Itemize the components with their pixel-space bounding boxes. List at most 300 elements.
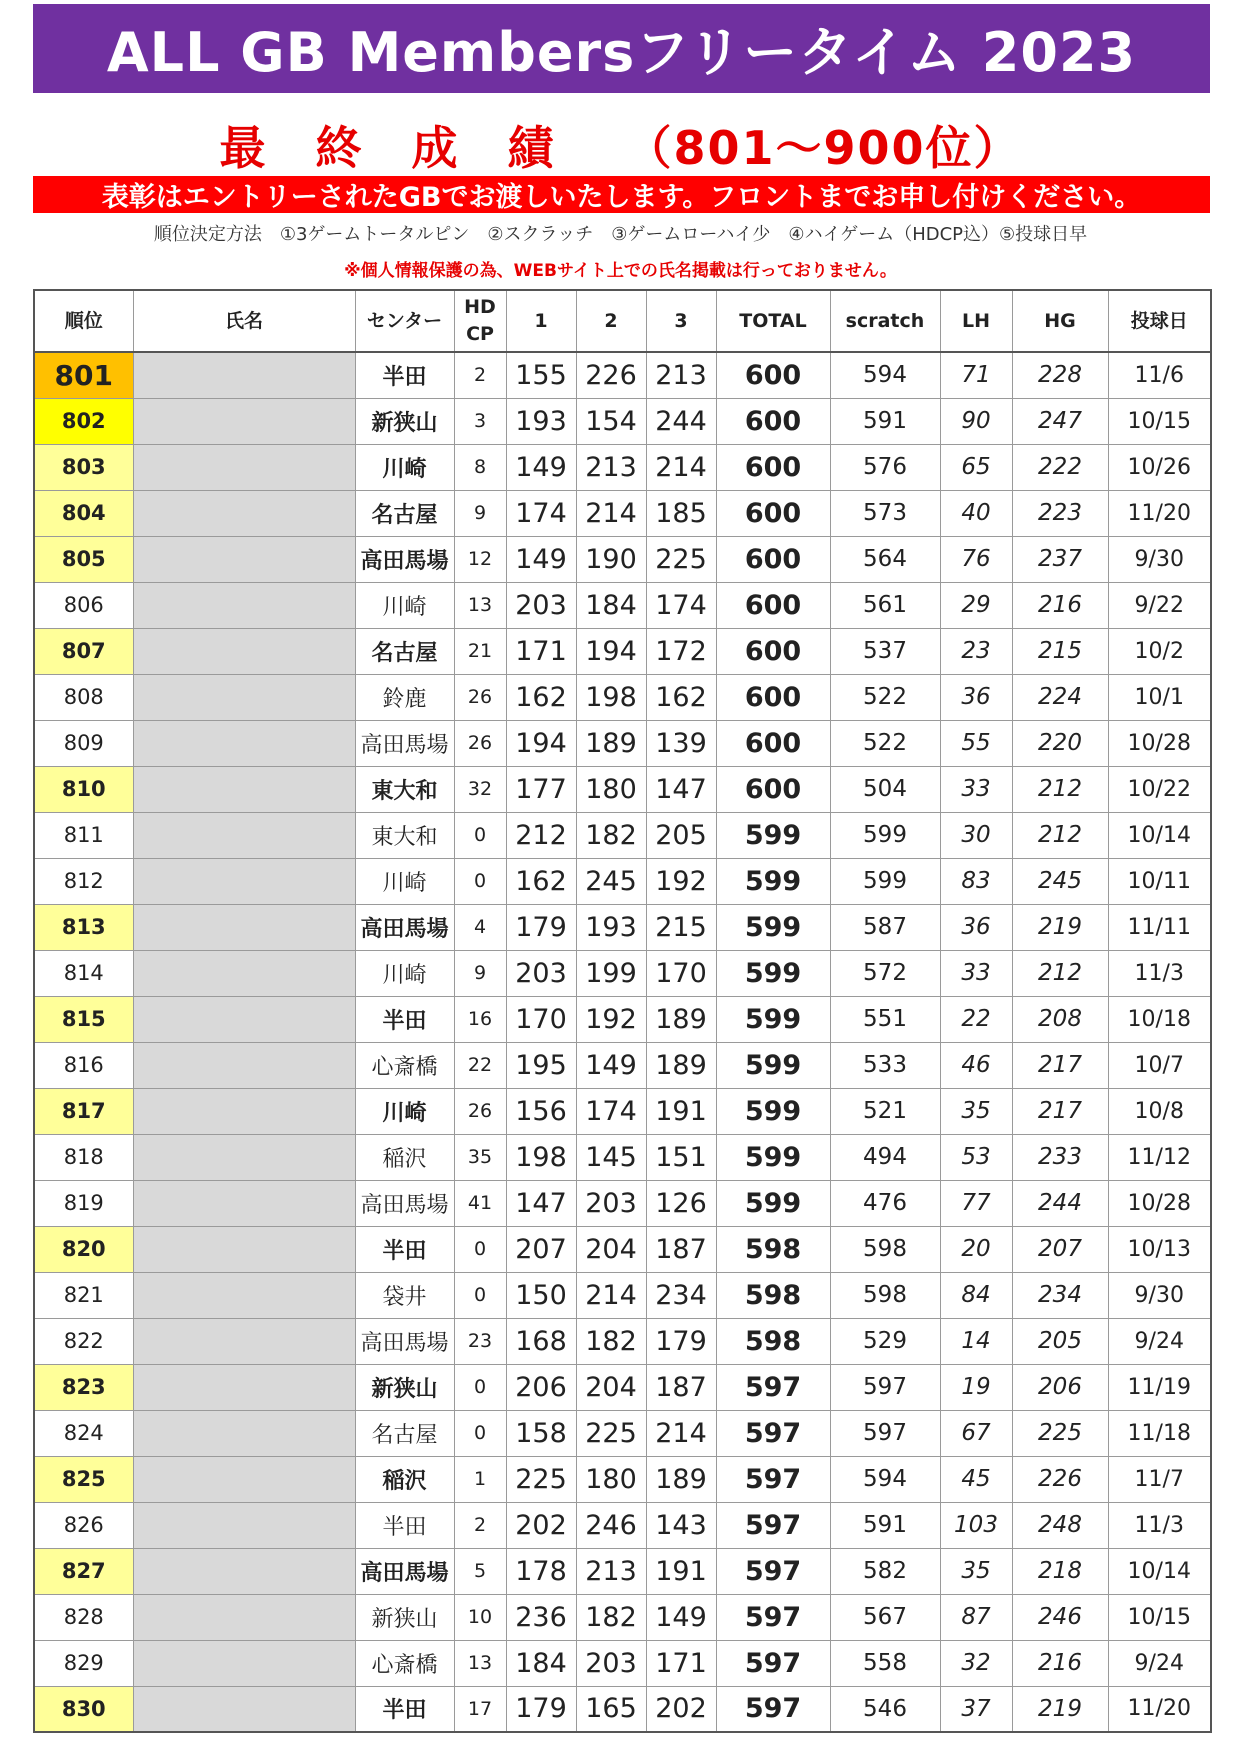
date-cell: 10/28	[1108, 1180, 1211, 1226]
table-row	[34, 1640, 1211, 1686]
name-cell	[133, 398, 355, 444]
game2-cell: 193	[576, 904, 646, 950]
game3-cell: 214	[646, 1410, 716, 1456]
total-cell: 598	[716, 1318, 830, 1364]
game3-cell: 147	[646, 766, 716, 812]
date-cell: 11/11	[1108, 904, 1211, 950]
total-cell: 600	[716, 628, 830, 674]
hg-cell: 228	[1012, 352, 1108, 398]
lh-cell: 37	[940, 1686, 1012, 1732]
rank-cell: 808	[34, 674, 133, 720]
center-cell: 高田馬場	[355, 1318, 454, 1364]
results-table	[33, 289, 1212, 1733]
scratch-cell: 567	[830, 1594, 940, 1640]
table-header-row	[34, 290, 1211, 352]
game3-cell: 205	[646, 812, 716, 858]
scratch-cell: 594	[830, 1456, 940, 1502]
date-cell: 11/3	[1108, 1502, 1211, 1548]
date-cell: 10/15	[1108, 398, 1211, 444]
game3-cell: 213	[646, 352, 716, 398]
rank-cell: 807	[34, 628, 133, 674]
scratch-cell: 591	[830, 398, 940, 444]
game2-cell: 182	[576, 1594, 646, 1640]
hg-cell: 246	[1012, 1594, 1108, 1640]
center-cell: 半田	[355, 1502, 454, 1548]
table-row	[34, 720, 1211, 766]
lh-cell: 40	[940, 490, 1012, 536]
game3-cell: 202	[646, 1686, 716, 1732]
center-cell: 名古屋	[355, 490, 454, 536]
center-cell: 稲沢	[355, 1134, 454, 1180]
hg-cell: 220	[1012, 720, 1108, 766]
hdcp-cell: 0	[454, 1410, 506, 1456]
hdcp-cell: 3	[454, 398, 506, 444]
scratch-cell: 476	[830, 1180, 940, 1226]
table-row	[34, 1502, 1211, 1548]
scratch-cell: 591	[830, 1502, 940, 1548]
rank-cell: 803	[34, 444, 133, 490]
lh-cell: 90	[940, 398, 1012, 444]
rank-cell: 819	[34, 1180, 133, 1226]
center-cell: 新狭山	[355, 1594, 454, 1640]
scratch-cell: 521	[830, 1088, 940, 1134]
game1-cell: 168	[506, 1318, 576, 1364]
subtitle	[0, 112, 1241, 178]
lh-cell: 45	[940, 1456, 1012, 1502]
game3-cell: 151	[646, 1134, 716, 1180]
scratch-cell: 564	[830, 536, 940, 582]
table-row	[34, 628, 1211, 674]
name-cell	[133, 1088, 355, 1134]
name-cell	[133, 1272, 355, 1318]
game1-cell: 212	[506, 812, 576, 858]
lh-cell: 35	[940, 1548, 1012, 1594]
name-cell	[133, 1134, 355, 1180]
game3-cell: 185	[646, 490, 716, 536]
col-header-game2: 2	[576, 290, 646, 352]
center-cell: 川崎	[355, 858, 454, 904]
center-cell: 高田馬場	[355, 1180, 454, 1226]
table-row	[34, 1226, 1211, 1272]
date-cell: 11/18	[1108, 1410, 1211, 1456]
name-cell	[133, 1180, 355, 1226]
name-cell	[133, 1594, 355, 1640]
rank-cell: 822	[34, 1318, 133, 1364]
hg-cell: 218	[1012, 1548, 1108, 1594]
table-row	[34, 1272, 1211, 1318]
name-cell	[133, 1318, 355, 1364]
hdcp-cell: 9	[454, 490, 506, 536]
center-cell: 稲沢	[355, 1456, 454, 1502]
game1-cell: 194	[506, 720, 576, 766]
col-header-hdcp	[454, 290, 506, 352]
game1-cell: 225	[506, 1456, 576, 1502]
game2-cell: 189	[576, 720, 646, 766]
col-header-total: TOTAL	[716, 290, 830, 352]
scratch-cell: 599	[830, 858, 940, 904]
rank-cell: 824	[34, 1410, 133, 1456]
center-cell: 東大和	[355, 812, 454, 858]
game2-cell: 203	[576, 1640, 646, 1686]
col-header-scratch: scratch	[830, 290, 940, 352]
name-cell	[133, 1364, 355, 1410]
date-cell: 10/11	[1108, 858, 1211, 904]
rank-cell: 809	[34, 720, 133, 766]
game2-cell: 182	[576, 1318, 646, 1364]
table-row	[34, 674, 1211, 720]
game1-cell: 149	[506, 444, 576, 490]
total-cell: 598	[716, 1226, 830, 1272]
subtitle-final-results: 最 終 成 績	[219, 121, 556, 175]
game3-cell: 244	[646, 398, 716, 444]
table-row	[34, 1180, 1211, 1226]
rank-cell: 827	[34, 1548, 133, 1594]
name-cell	[133, 766, 355, 812]
table-row	[34, 996, 1211, 1042]
scratch-cell: 573	[830, 490, 940, 536]
game3-cell: 139	[646, 720, 716, 766]
center-cell: 半田	[355, 352, 454, 398]
name-cell	[133, 996, 355, 1042]
date-cell: 9/24	[1108, 1640, 1211, 1686]
table-row	[34, 904, 1211, 950]
game1-cell: 149	[506, 536, 576, 582]
col-header-game3: 3	[646, 290, 716, 352]
rank-cell: 817	[34, 1088, 133, 1134]
lh-cell: 19	[940, 1364, 1012, 1410]
center-cell: 袋井	[355, 1272, 454, 1318]
rank-cell: 805	[34, 536, 133, 582]
lh-cell: 32	[940, 1640, 1012, 1686]
table-row	[34, 858, 1211, 904]
table-row	[34, 352, 1211, 398]
total-cell: 600	[716, 766, 830, 812]
total-cell: 599	[716, 858, 830, 904]
game2-cell: 154	[576, 398, 646, 444]
game3-cell: 189	[646, 1456, 716, 1502]
center-cell: 名古屋	[355, 1410, 454, 1456]
rank-cell: 813	[34, 904, 133, 950]
game2-cell: 204	[576, 1226, 646, 1272]
lh-cell: 67	[940, 1410, 1012, 1456]
hg-cell: 226	[1012, 1456, 1108, 1502]
hdcp-cell: 1	[454, 1456, 506, 1502]
total-cell: 597	[716, 1456, 830, 1502]
game1-cell: 162	[506, 858, 576, 904]
table-row	[34, 444, 1211, 490]
lh-cell: 77	[940, 1180, 1012, 1226]
game2-cell: 203	[576, 1180, 646, 1226]
game1-cell: 171	[506, 628, 576, 674]
hg-cell: 216	[1012, 582, 1108, 628]
game2-cell: 198	[576, 674, 646, 720]
game3-cell: 187	[646, 1364, 716, 1410]
name-cell	[133, 950, 355, 996]
col-header-hg: HG	[1012, 290, 1108, 352]
scratch-cell: 587	[830, 904, 940, 950]
hg-cell: 212	[1012, 766, 1108, 812]
table-row	[34, 1594, 1211, 1640]
scratch-cell: 551	[830, 996, 940, 1042]
total-cell: 600	[716, 490, 830, 536]
game1-cell: 195	[506, 1042, 576, 1088]
game2-cell: 192	[576, 996, 646, 1042]
hg-cell: 247	[1012, 398, 1108, 444]
game2-cell: 245	[576, 858, 646, 904]
rank-cell: 806	[34, 582, 133, 628]
game2-cell: 180	[576, 766, 646, 812]
date-cell: 11/6	[1108, 352, 1211, 398]
table-row	[34, 398, 1211, 444]
hg-cell: 216	[1012, 1640, 1108, 1686]
center-cell: 高田馬場	[355, 720, 454, 766]
game1-cell: 156	[506, 1088, 576, 1134]
date-cell: 10/13	[1108, 1226, 1211, 1272]
center-cell: 高田馬場	[355, 904, 454, 950]
table-row	[34, 490, 1211, 536]
rank-cell: 802	[34, 398, 133, 444]
name-cell	[133, 1686, 355, 1732]
lh-cell: 65	[940, 444, 1012, 490]
name-cell	[133, 1410, 355, 1456]
lh-cell: 30	[940, 812, 1012, 858]
date-cell: 10/7	[1108, 1042, 1211, 1088]
col-header-rank: 順位	[34, 290, 133, 352]
scratch-cell: 522	[830, 720, 940, 766]
total-cell: 597	[716, 1502, 830, 1548]
name-cell	[133, 812, 355, 858]
game2-cell: 214	[576, 490, 646, 536]
game1-cell: 174	[506, 490, 576, 536]
scratch-cell: 599	[830, 812, 940, 858]
scratch-cell: 598	[830, 1272, 940, 1318]
game2-cell: 180	[576, 1456, 646, 1502]
scratch-cell: 597	[830, 1364, 940, 1410]
hg-cell: 233	[1012, 1134, 1108, 1180]
rank-cell: 811	[34, 812, 133, 858]
date-cell: 10/1	[1108, 674, 1211, 720]
table-row	[34, 812, 1211, 858]
results-body	[34, 352, 1211, 1732]
game2-cell: 213	[576, 444, 646, 490]
game3-cell: 162	[646, 674, 716, 720]
col-header-date: 投球日	[1108, 290, 1211, 352]
hg-cell: 224	[1012, 674, 1108, 720]
scratch-cell: 576	[830, 444, 940, 490]
lh-cell: 29	[940, 582, 1012, 628]
game1-cell: 178	[506, 1548, 576, 1594]
scratch-cell: 529	[830, 1318, 940, 1364]
lh-cell: 55	[940, 720, 1012, 766]
lh-cell: 76	[940, 536, 1012, 582]
center-cell: 半田	[355, 1226, 454, 1272]
game1-cell: 206	[506, 1364, 576, 1410]
hdcp-cell: 17	[454, 1686, 506, 1732]
date-cell: 10/14	[1108, 1548, 1211, 1594]
game1-cell: 202	[506, 1502, 576, 1548]
game2-cell: 225	[576, 1410, 646, 1456]
table-row	[34, 1410, 1211, 1456]
hdcp-cell: 0	[454, 1226, 506, 1272]
game3-cell: 126	[646, 1180, 716, 1226]
hdcp-cell: 35	[454, 1134, 506, 1180]
lh-cell: 14	[940, 1318, 1012, 1364]
total-cell: 599	[716, 1180, 830, 1226]
hdcp-cell: 10	[454, 1594, 506, 1640]
total-cell: 599	[716, 950, 830, 996]
game3-cell: 149	[646, 1594, 716, 1640]
name-cell	[133, 904, 355, 950]
game2-cell: 174	[576, 1088, 646, 1134]
date-cell: 11/7	[1108, 1456, 1211, 1502]
name-cell	[133, 1042, 355, 1088]
rank-cell: 823	[34, 1364, 133, 1410]
game3-cell: 171	[646, 1640, 716, 1686]
scratch-cell: 546	[830, 1686, 940, 1732]
game2-cell: 145	[576, 1134, 646, 1180]
hg-cell: 219	[1012, 1686, 1108, 1732]
scratch-cell: 597	[830, 1410, 940, 1456]
rank-cell: 814	[34, 950, 133, 996]
date-cell: 10/22	[1108, 766, 1211, 812]
hdcp-cell: 32	[454, 766, 506, 812]
name-cell	[133, 1548, 355, 1594]
game3-cell: 214	[646, 444, 716, 490]
rank-cell: 801	[34, 352, 133, 398]
rank-cell: 804	[34, 490, 133, 536]
total-cell: 598	[716, 1272, 830, 1318]
name-cell	[133, 1456, 355, 1502]
total-cell: 599	[716, 1134, 830, 1180]
game3-cell: 172	[646, 628, 716, 674]
total-cell: 600	[716, 674, 830, 720]
hg-cell: 248	[1012, 1502, 1108, 1548]
game1-cell: 158	[506, 1410, 576, 1456]
lh-cell: 87	[940, 1594, 1012, 1640]
game1-cell: 203	[506, 582, 576, 628]
table-row	[34, 1456, 1211, 1502]
game3-cell: 179	[646, 1318, 716, 1364]
hg-cell: 225	[1012, 1410, 1108, 1456]
col-header-name: 氏名	[133, 290, 355, 352]
total-cell: 600	[716, 536, 830, 582]
rank-cell: 810	[34, 766, 133, 812]
center-cell: 高田馬場	[355, 1548, 454, 1594]
col-header-center: センター	[355, 290, 454, 352]
name-cell	[133, 674, 355, 720]
subtitle-rank-range: （801～900位）	[625, 121, 1022, 175]
game3-cell: 174	[646, 582, 716, 628]
date-cell: 10/15	[1108, 1594, 1211, 1640]
total-cell: 599	[716, 996, 830, 1042]
lh-cell: 84	[940, 1272, 1012, 1318]
date-cell: 11/12	[1108, 1134, 1211, 1180]
date-cell: 10/14	[1108, 812, 1211, 858]
game2-cell: 204	[576, 1364, 646, 1410]
hdcp-cell: 26	[454, 674, 506, 720]
center-cell: 高田馬場	[355, 536, 454, 582]
total-cell: 600	[716, 398, 830, 444]
hg-cell: 245	[1012, 858, 1108, 904]
game3-cell: 189	[646, 1042, 716, 1088]
game3-cell: 170	[646, 950, 716, 996]
hdcp-cell: 0	[454, 812, 506, 858]
rank-cell: 828	[34, 1594, 133, 1640]
total-cell: 597	[716, 1548, 830, 1594]
name-cell	[133, 352, 355, 398]
date-cell: 10/8	[1108, 1088, 1211, 1134]
game2-cell: 184	[576, 582, 646, 628]
game1-cell: 198	[506, 1134, 576, 1180]
center-cell: 新狭山	[355, 398, 454, 444]
scratch-cell: 522	[830, 674, 940, 720]
rank-cell: 826	[34, 1502, 133, 1548]
scratch-cell: 594	[830, 352, 940, 398]
hdcp-cell: 0	[454, 858, 506, 904]
game2-cell: 214	[576, 1272, 646, 1318]
name-cell	[133, 1226, 355, 1272]
rank-cell: 825	[34, 1456, 133, 1502]
scratch-cell: 598	[830, 1226, 940, 1272]
total-cell: 597	[716, 1686, 830, 1732]
hdcp-cell: 41	[454, 1180, 506, 1226]
rank-cell: 829	[34, 1640, 133, 1686]
name-cell	[133, 536, 355, 582]
name-cell	[133, 444, 355, 490]
total-cell: 600	[716, 582, 830, 628]
center-cell: 心斎橋	[355, 1042, 454, 1088]
scratch-cell: 537	[830, 628, 940, 674]
rank-cell: 818	[34, 1134, 133, 1180]
center-cell: 川崎	[355, 582, 454, 628]
lh-cell: 22	[940, 996, 1012, 1042]
lh-cell: 23	[940, 628, 1012, 674]
rank-cell: 812	[34, 858, 133, 904]
game1-cell: 193	[506, 398, 576, 444]
table-row	[34, 1364, 1211, 1410]
total-cell: 597	[716, 1594, 830, 1640]
total-cell: 599	[716, 1042, 830, 1088]
hg-cell: 215	[1012, 628, 1108, 674]
date-cell: 9/24	[1108, 1318, 1211, 1364]
game2-cell: 194	[576, 628, 646, 674]
date-cell: 11/20	[1108, 490, 1211, 536]
scratch-cell: 582	[830, 1548, 940, 1594]
hdcp-cell: 5	[454, 1548, 506, 1594]
game3-cell: 143	[646, 1502, 716, 1548]
col-header-lh: LH	[940, 290, 1012, 352]
scratch-cell: 504	[830, 766, 940, 812]
game1-cell: 179	[506, 1686, 576, 1732]
game2-cell: 182	[576, 812, 646, 858]
date-cell: 10/26	[1108, 444, 1211, 490]
name-cell	[133, 582, 355, 628]
hg-cell: 219	[1012, 904, 1108, 950]
total-cell: 597	[716, 1640, 830, 1686]
rank-cell: 815	[34, 996, 133, 1042]
hdcp-cell: 0	[454, 1364, 506, 1410]
game2-cell: 226	[576, 352, 646, 398]
hg-cell: 244	[1012, 1180, 1108, 1226]
date-cell: 10/28	[1108, 720, 1211, 766]
game1-cell: 179	[506, 904, 576, 950]
game3-cell: 234	[646, 1272, 716, 1318]
center-cell: 名古屋	[355, 628, 454, 674]
lh-cell: 33	[940, 950, 1012, 996]
rank-cell: 820	[34, 1226, 133, 1272]
hdcp-cell: 21	[454, 628, 506, 674]
hdcp-cell: 23	[454, 1318, 506, 1364]
